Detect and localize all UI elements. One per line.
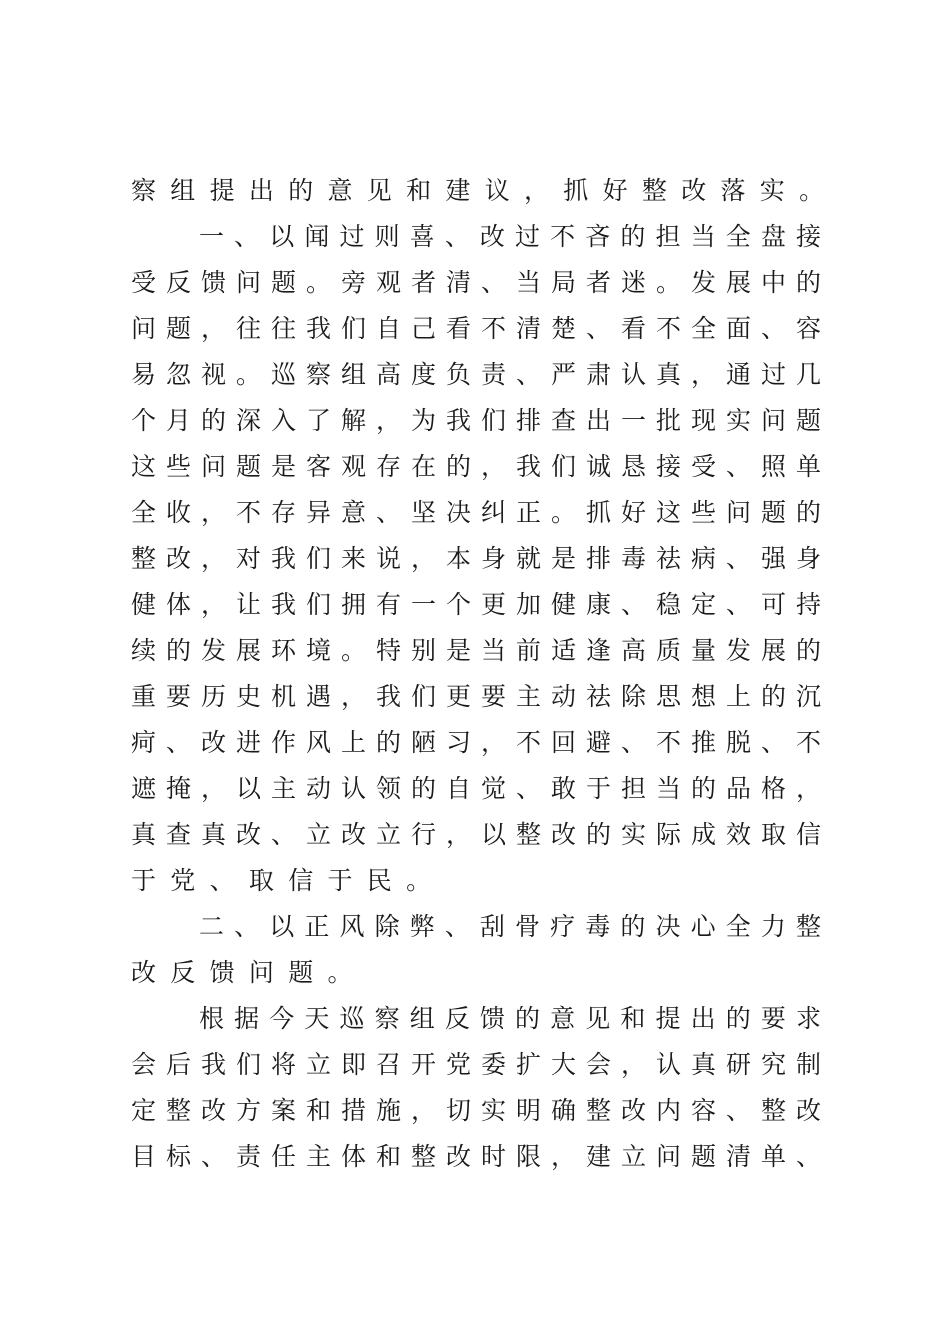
text-line: 问题，往往我们自己看不清楚、看不全面、容 [131, 314, 821, 343]
text-line: 个月的深入了解，为我们排查出一批现实问题 [131, 406, 821, 435]
text-line: 二、以正风除弊、刮骨疗毒的决心全力整 [199, 912, 821, 941]
text-line: 健体，让我们拥有一个更加健康、稳定、可持 [131, 590, 821, 619]
text-line: 改反馈问题。 [131, 958, 367, 987]
text-line: 于党、取信于民。 [131, 866, 446, 895]
text-line: 会后我们将立即召开党委扩大会，认真研究制 [131, 1050, 821, 1079]
text-line: 目标、责任主体和整改时限，建立问题清单、 [131, 1142, 821, 1171]
text-line: 受反馈问题。旁观者清、当局者迷。发展中的 [131, 268, 821, 297]
text-line: 易忽视。巡察组高度负责、严肃认真，通过几 [131, 360, 821, 389]
text-line: 疴、改进作风上的陋习，不回避、不推脱、不 [131, 728, 821, 757]
text-line: 定整改方案和措施，切实明确整改内容、整改 [131, 1096, 821, 1125]
body-text [131, 168, 839, 1180]
text-line: 一、以闻过则喜、改过不吝的担当全盘接 [199, 222, 821, 251]
text-line: 续的发展环境。特别是当前适逢高质量发展的 [131, 636, 821, 665]
text-line: 遮掩，以主动认领的自觉、敢于担当的品格， [131, 774, 821, 803]
text-line: 察组提出的意见和建议，抓好整改落实。 [131, 176, 839, 205]
text-line: 全收，不存异意、坚决纠正。抓好这些问题的 [131, 498, 821, 527]
text-line: 这些问题是客观存在的，我们诚恳接受、照单 [131, 452, 821, 481]
text-line: 根据今天巡察组反馈的意见和提出的要求 [199, 1004, 821, 1033]
text-line: 重要历史机遇，我们更要主动祛除思想上的沉 [131, 682, 821, 711]
text-line: 真查真改、立改立行，以整改的实际成效取信 [131, 820, 821, 849]
text-line: 整改，对我们来说，本身就是排毒祛病、强身 [131, 544, 821, 573]
